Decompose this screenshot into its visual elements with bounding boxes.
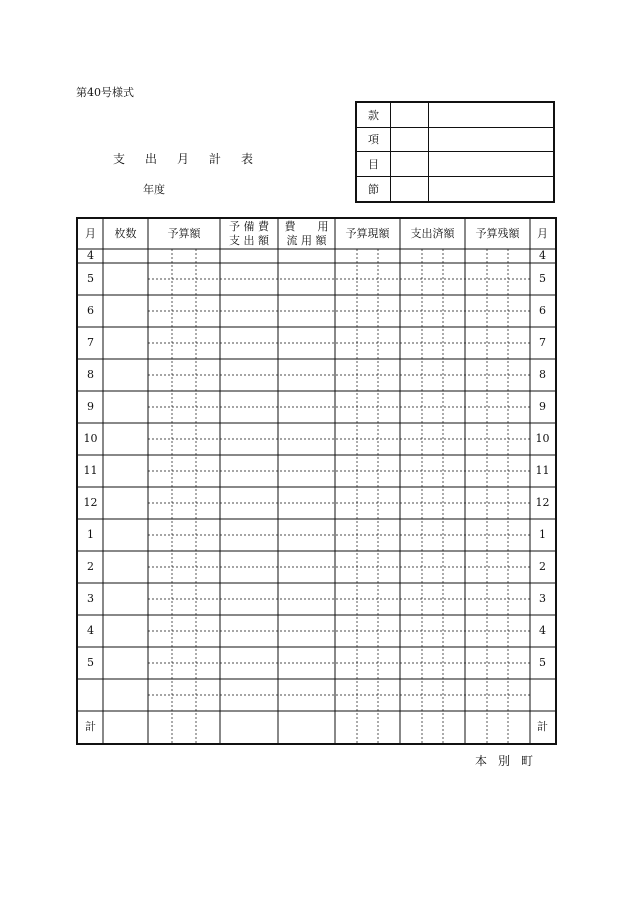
month-label-right: 4 (539, 624, 546, 637)
classification-box (355, 101, 555, 203)
month-label-right: 計 (537, 720, 548, 733)
classification-name-field[interactable] (429, 152, 553, 177)
classification-code-field[interactable] (391, 152, 429, 177)
month-label: 5 (87, 272, 94, 285)
header-spent: 支出済額 (410, 227, 455, 240)
month-label: 5 (87, 656, 94, 669)
header-month-right: 月 (537, 227, 548, 240)
month-label (78, 679, 103, 711)
header-transfer (278, 219, 335, 249)
title-char: 表 (240, 152, 253, 166)
header-remaining: 予算残額 (475, 227, 520, 240)
month-label: 7 (87, 336, 94, 349)
month-label-right: 10 (535, 432, 550, 445)
month-label: 4 (87, 249, 94, 262)
title-char: 月 (176, 152, 189, 166)
classification-label: 項 (357, 128, 391, 153)
month-label-right: 2 (539, 560, 546, 573)
month-label-right (530, 679, 555, 711)
month-label: 9 (87, 400, 94, 413)
classification-code-field[interactable] (391, 177, 429, 202)
header-current-budget: 予算現額 (345, 227, 390, 240)
title-char: 計 (208, 152, 221, 166)
month-label-right: 5 (539, 272, 546, 285)
month-label-right: 3 (539, 592, 546, 605)
classification-label: 節 (357, 177, 391, 202)
month-label-right: 11 (535, 464, 550, 477)
month-label: 2 (87, 560, 94, 573)
title-char: 支 (113, 152, 126, 166)
classification-code-field[interactable] (391, 128, 429, 153)
document-title (113, 150, 253, 167)
classification-label: 目 (357, 152, 391, 177)
month-label: 12 (83, 496, 98, 509)
month-label: 10 (83, 432, 98, 445)
header-reserve-line1: 予 備 費 (229, 220, 269, 233)
expenditure-table (76, 217, 557, 745)
header-reserve (220, 219, 278, 249)
month-label-right: 9 (539, 400, 546, 413)
month-label: 11 (83, 464, 98, 477)
month-label-right: 12 (535, 496, 550, 509)
header-reserve-line2: 支 出 額 (229, 234, 269, 247)
month-label-right: 6 (539, 304, 546, 317)
header-count: 枚数 (114, 227, 137, 240)
header-transfer-line1: 費 用 (284, 220, 329, 233)
month-label-right: 1 (539, 528, 546, 541)
classification-code-field[interactable] (391, 103, 429, 128)
month-label: 6 (87, 304, 94, 317)
classification-name-field[interactable] (429, 103, 553, 128)
month-label-right: 8 (539, 368, 546, 381)
fiscal-year-label: 年度 (143, 183, 165, 196)
classification-name-field[interactable] (429, 128, 553, 153)
title-char: 出 (144, 152, 157, 166)
table-grid (78, 219, 555, 743)
month-label: 計 (85, 720, 96, 733)
month-label: 4 (87, 624, 94, 637)
month-label: 3 (87, 592, 94, 605)
month-label: 1 (87, 528, 94, 541)
month-label-right: 5 (539, 656, 546, 669)
form-number: 第40号様式 (76, 86, 134, 99)
header-transfer-line2: 流 用 額 (286, 234, 327, 247)
municipality-name: 本別町 (475, 754, 545, 768)
classification-name-field[interactable] (429, 177, 553, 202)
classification-label: 款 (357, 103, 391, 128)
month-label-right: 4 (539, 249, 546, 262)
month-label-right: 7 (539, 336, 546, 349)
month-label: 8 (87, 368, 94, 381)
header-budget: 予算額 (167, 227, 201, 240)
header-month: 月 (85, 227, 96, 240)
